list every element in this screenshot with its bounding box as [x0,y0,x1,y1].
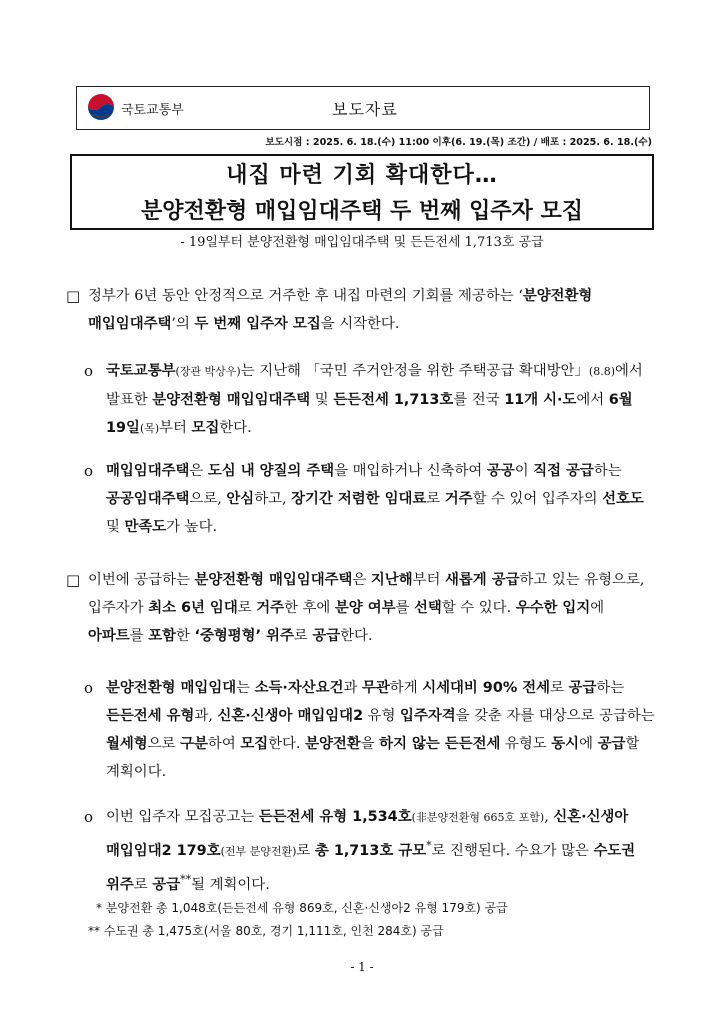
title-box [70,154,654,230]
subtitle: - 19일부터 분양전환형 매입임대주택 및 든든전세 1,713호 공급 [180,235,544,250]
paragraph-3: 매입임대주택은 도심 내 양질의 주택을 매입하거나 신축하여 공공이 직접 공급하는 공공임대주택으로, 안심하고, 장기간 저렴한 임대료로 거주할 수 있어 입주자의 선호도 및 만족도가 높다. [106,463,644,535]
circle-bullet: ο [84,462,94,480]
paragraph-4: 이번에 공급하는 분양전환형 매입임대주택은 지난해부터 새롭게 공급하고 있는 유형으로, 입주자가 최소 6년 임대로 거주한 후에 분양 여부를 선택할 수 있다. 우수한 입지에 아파트를 포함한 ‘중형평형’ 위주로 공급한다. [88,572,645,644]
embargo-line: 보도시점 : 2025. 6. 18.(수) 11:00 이후(6. 19.(목) 조간) / 배포 : 2025. 6. 18.(수) [265,137,652,148]
header-box [76,86,650,130]
government-emblem-icon [87,93,115,121]
paragraph-5: 분양전환형 매입임대는 소득·자산요건과 무관하게 시세대비 90% 전세로 공급하는 든든전세 유형과, 신혼·신생아 매입임대2 유형 입주자격을 갖춘 자를 대상으로 공급하는 월세형으로 구분하여 모집한다. 분양전환을 하지 않는 든든전세 유형도 동시에 공급할 계획이다. [106,680,655,780]
paragraph-2: 국토교통부(장관 박상우)는 지난해 「국민 주거안정을 위한 주택공급 확대방안」(8.8)에서 발표한 분양전환형 매입임대주택 및 든든전세 1,713호를 전국 11개 시·도에서 6월 19일(목)부터 모집한다. [106,363,643,436]
page-number: - 1 - [350,960,374,974]
circle-bullet: ο [84,808,94,826]
ministry-name: 국토교통부 [121,103,184,118]
footnote-1: * 분양전환 총 1,048호(든든전세 유형 869호, 신혼·신생아2 유형 179호) 공급 [96,901,508,915]
document-type: 보도자료 [332,100,398,119]
circle-bullet: ο [84,679,94,697]
title-line-1: 내집 마련 기회 확대한다… [226,163,498,188]
square-bullet: □ [66,287,81,305]
square-bullet: □ [66,571,81,589]
title-line-2: 분양전환형 매입임대주택 두 번째 입주자 모집 [140,199,584,224]
paragraph-6: 이번 입주자 모집공고는 든든전세 유형 1,534호(非분양전환형 665호 포함), 신혼·신생아 매입임대2 179호(전부 분양전환)로 총 1,713호 규모*로 진행된다. 수요가 많은 수도권 위주로 공급**될 계획이다. [106,809,636,893]
paragraph-1: 정부가 6년 동안 안정적으로 거주한 후 내집 마련의 기회를 제공하는 ‘분양전환형 매입임대주택’의 두 번째 입주자 모집을 시작한다. [88,288,593,332]
footnote-2: ** 수도권 총 1,475호(서울 80호, 경기 1,111호, 인천 284호) 공급 [88,924,444,938]
circle-bullet: ο [84,362,94,380]
